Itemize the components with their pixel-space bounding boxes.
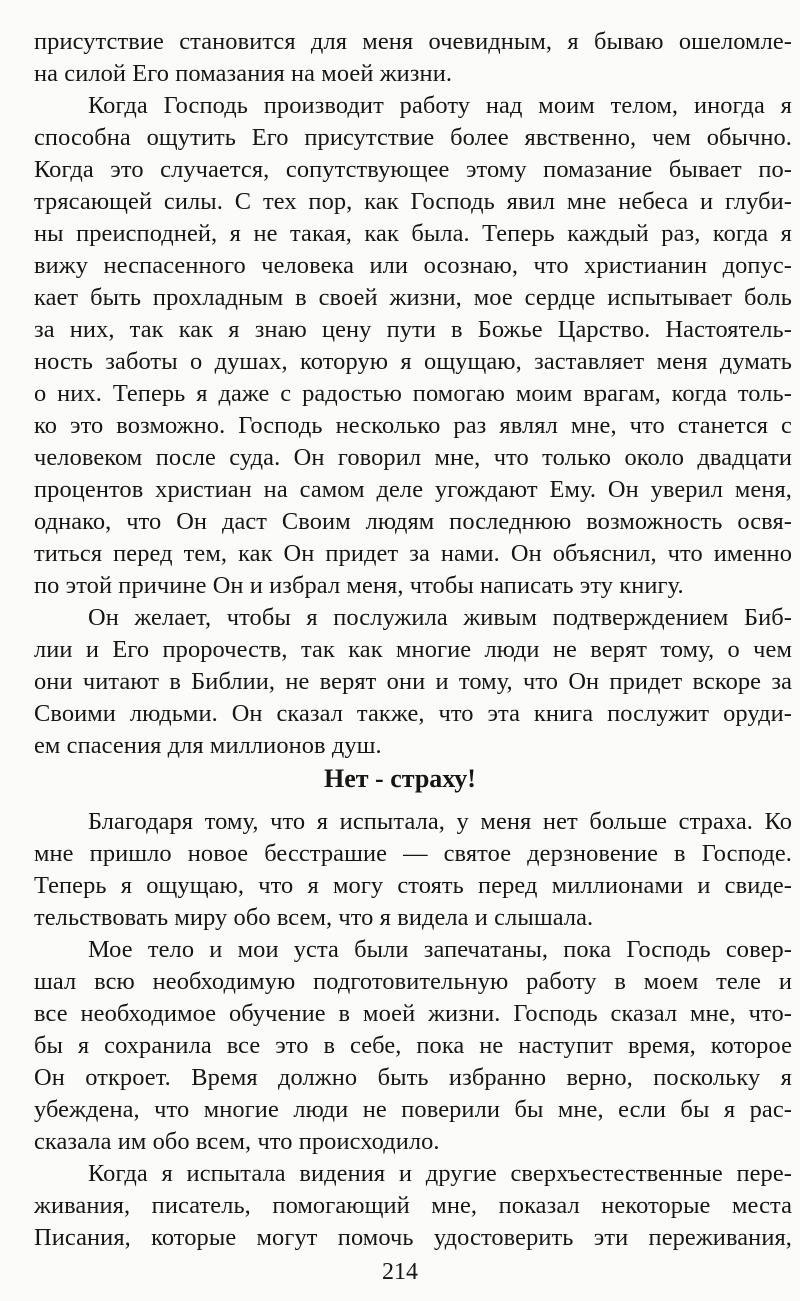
text-line: человеком после суда. Он говорил мне, что только около двадцати: [34, 444, 792, 471]
text-line: на силой Его помазания на моей жизни.: [34, 60, 453, 87]
text-line: вижу неспасенного человека или осознаю, что христианин допус-: [34, 252, 792, 279]
text-line: Он желает, чтобы я послужила живым подтверждением Биб-: [88, 604, 792, 631]
text-line: ем спасения для миллионов душ.: [34, 732, 382, 759]
text-line: Писания, которые могут помочь удостоверить эти переживания,: [34, 1224, 792, 1251]
text-line: убеждена, что многие люди не поверили бы мне, если бы я рас-: [34, 1096, 792, 1123]
text-line: способна ощутить Его присутствие более явственно, чем обычно.: [34, 124, 792, 151]
text-line: процентов христиан на самом деле угождают Ему. Он уверил меня,: [34, 476, 792, 503]
text-line: Когда я испытала видения и другие сверхъестественные пере-: [88, 1160, 792, 1187]
text-line: однако, что Он даст Своим людям последнюю возможность освя-: [34, 508, 792, 535]
text-line: ность заботы о душах, которую я ощущаю, заставляет меня думать: [34, 348, 792, 375]
text-line: мне пришло новое бесстрашие — святое дерзновение в Господе.: [34, 840, 792, 867]
section-heading: Нет - страху!: [324, 764, 476, 793]
text-line: по этой причине Он и избрал меня, чтобы написать эту книгу.: [34, 572, 684, 599]
text-line: титься перед тем, как Он придет за нами. Он объяснил, что именно: [34, 540, 792, 567]
text-line: за них, так как я знаю цену пути в Божье Царство. Настоятель-: [34, 316, 792, 343]
text-line: все необходимое обучение в моей жизни. Господь сказал мне, что-: [34, 1000, 792, 1027]
text-line: бы я сохранила все это в себе, пока не наступит время, которое: [34, 1032, 792, 1059]
text-line: ны преисподней, я не такая, как была. Теперь каждый раз, когда я: [34, 220, 792, 247]
text-line: Теперь я ощущаю, что я могу стоять перед миллионами и свиде-: [34, 872, 792, 899]
text-line: трясающей силы. С тех пор, как Господь явил мне небеса и глуби-: [34, 188, 792, 215]
text-line: ко это возможно. Господь несколько раз являл мне, что станется с: [34, 412, 792, 439]
text-line: Благодаря тому, что я испытала, у меня нет больше страха. Ко: [88, 808, 792, 835]
text-line: Он откроет. Время должно быть избранно верно, поскольку я: [34, 1064, 792, 1091]
text-line: о них. Теперь я даже с радостью помогаю моим врагам, когда толь-: [34, 380, 792, 407]
text-line: Своими людьми. Он сказал также, что эта книга послужит оруди-: [34, 700, 792, 727]
text-line: Мое тело и мои уста были запечатаны, пока Господь совер-: [88, 936, 792, 963]
text-line: шал всю необходимую подготовительную работу в моем теле и: [34, 968, 792, 995]
text-line: кает быть прохладным в своей жизни, мое сердце испытывает боль: [34, 284, 792, 311]
text-line: они читают в Библии, не верят они и тому, что Он придет вскоре за: [34, 668, 792, 695]
text-line: присутствие становится для меня очевидным, я бываю ошеломле-: [34, 28, 792, 55]
text-line: лии и Его пророчеств, так как многие люди не верят тому, о чем: [34, 636, 792, 663]
text-line: живания, писатель, помогающий мне, показал некоторые места: [34, 1192, 792, 1219]
text-line: тельствовать миру обо всем, что я видела и слышала.: [34, 904, 594, 931]
text-line: Когда Господь производит работу над моим телом, иногда я: [88, 92, 792, 119]
text-line: сказала им обо всем, что происходило.: [34, 1128, 440, 1155]
page-number: 214: [382, 1259, 418, 1285]
text-line: Когда это случается, сопутствующее этому помазание бывает по-: [34, 156, 792, 183]
